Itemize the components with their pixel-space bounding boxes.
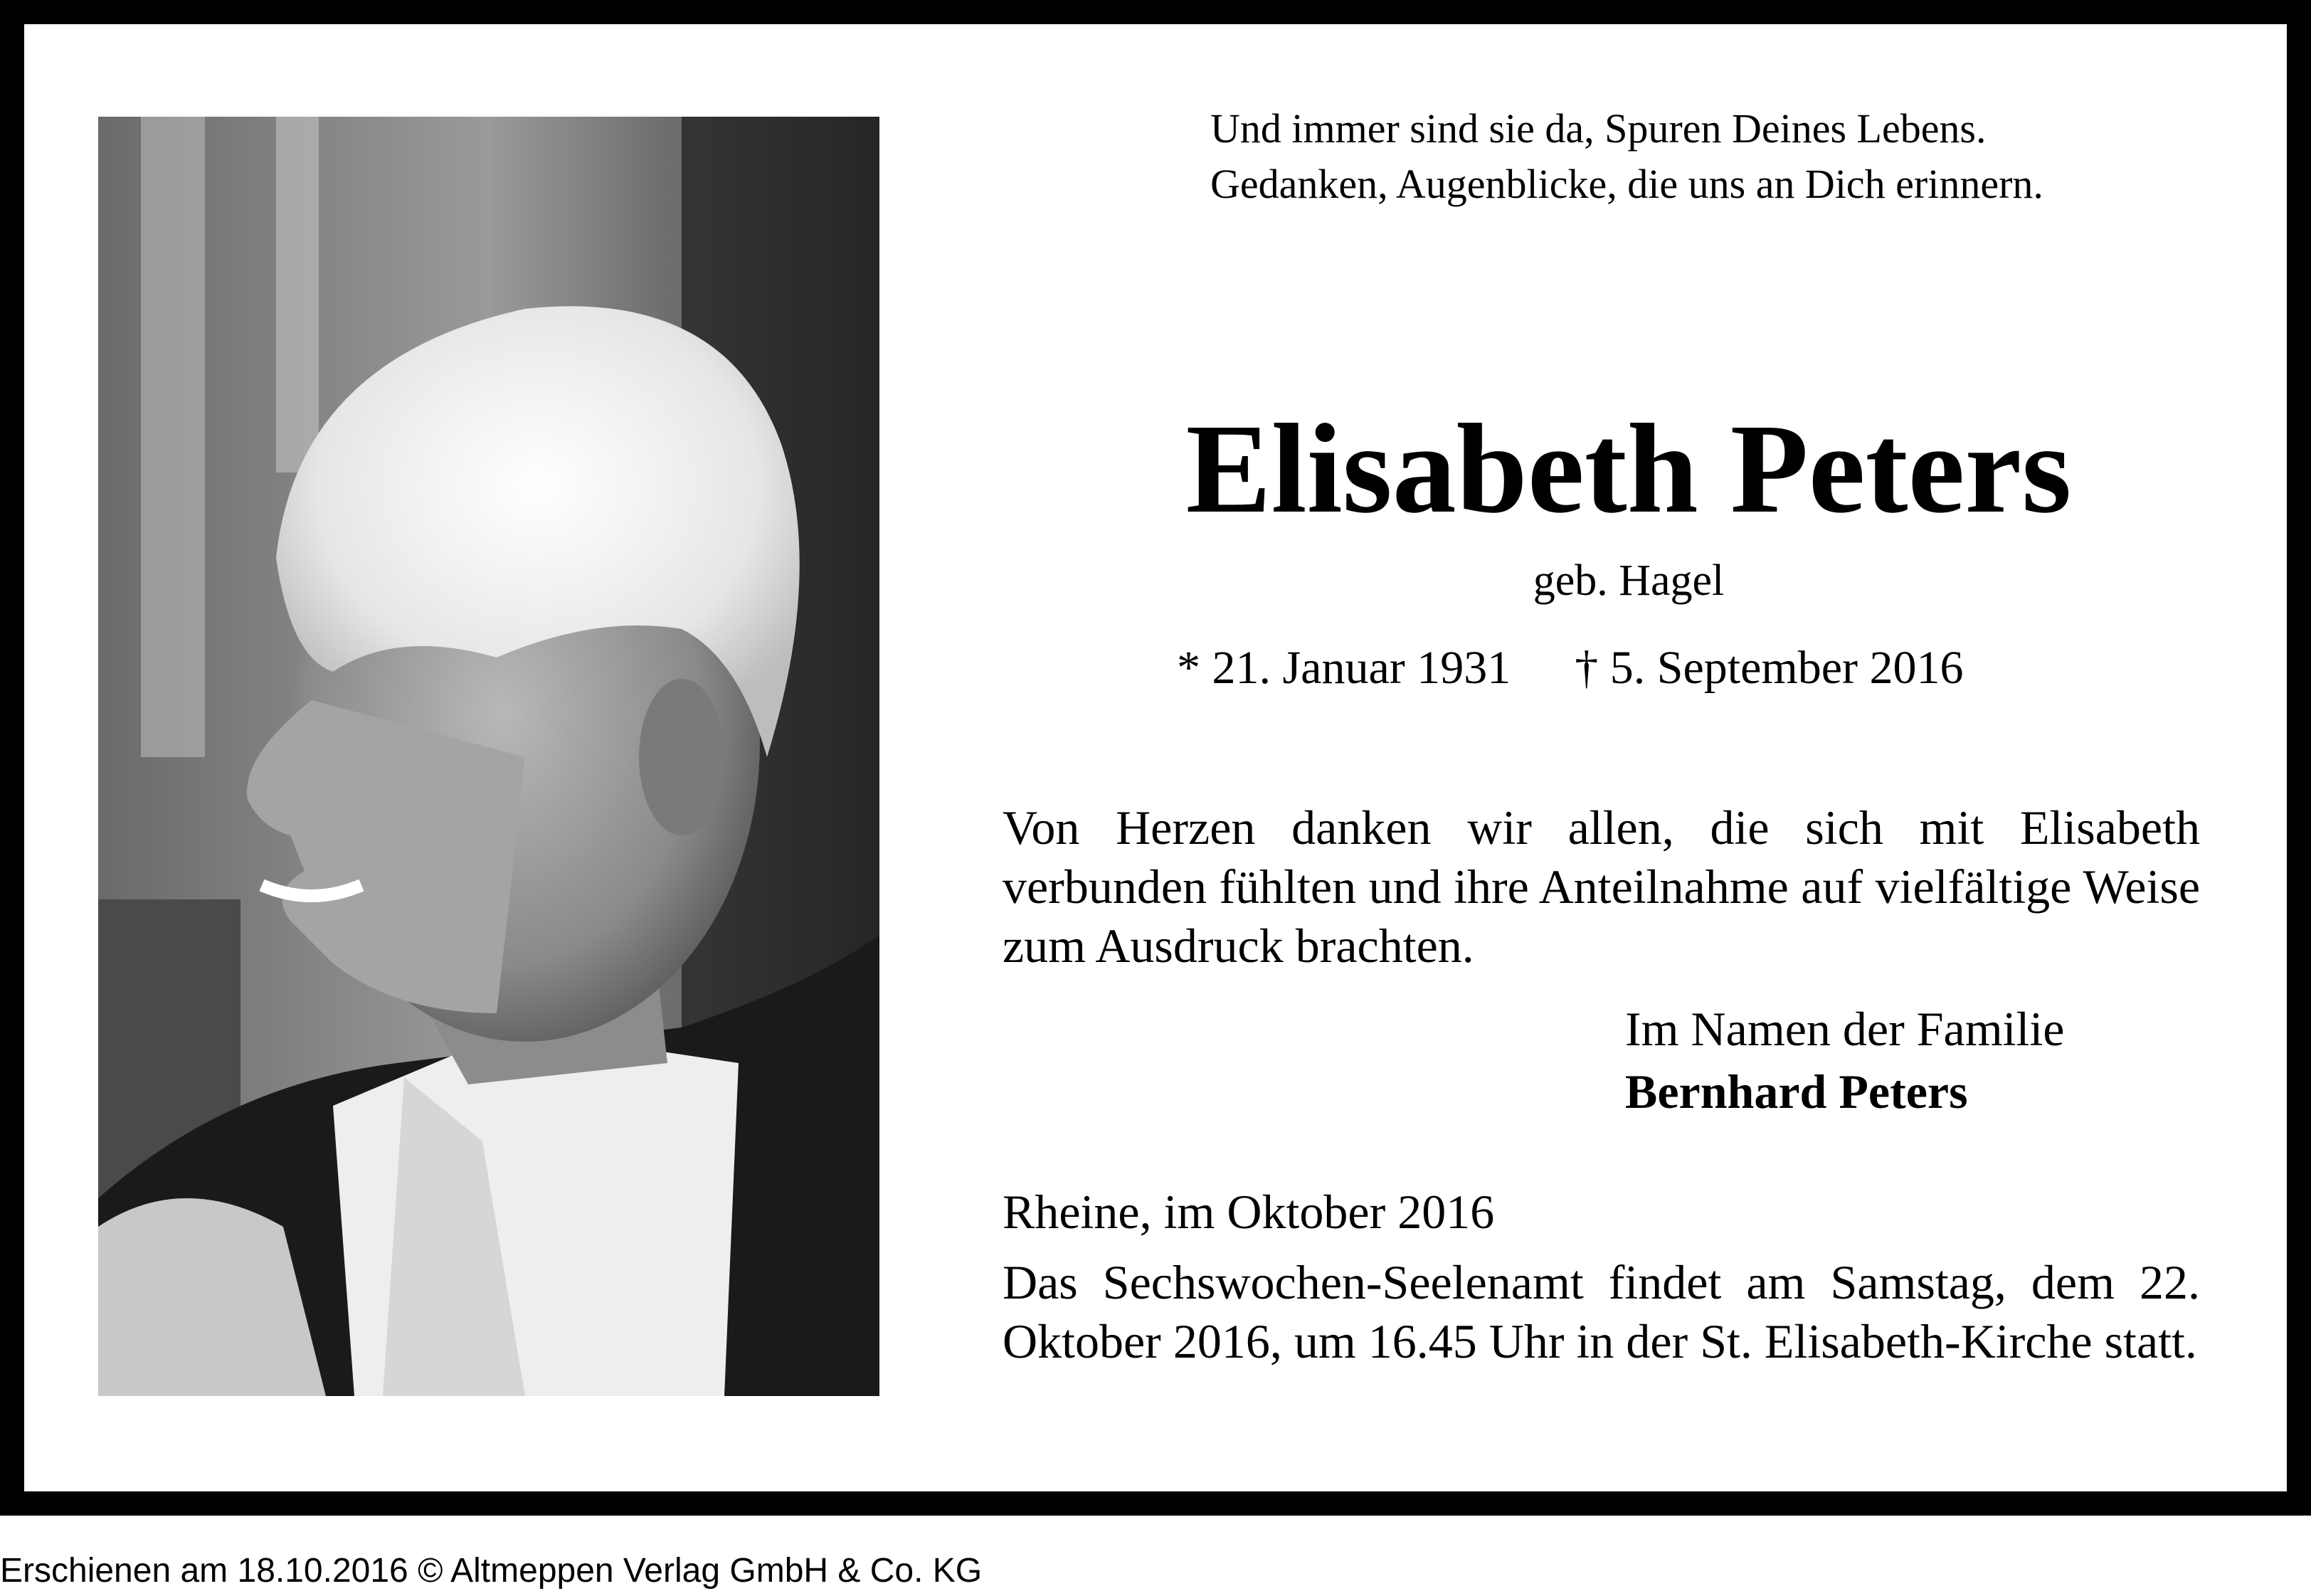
deceased-name: Elisabeth Peters	[1185, 398, 2072, 539]
death-date: † 5. September 2016	[1575, 642, 1964, 694]
maiden-name: geb. Hagel	[1533, 556, 1725, 605]
family-line: Im Namen der Familie	[1625, 1002, 2065, 1056]
portrait-image	[98, 117, 879, 1396]
motto-verse	[1210, 101, 2249, 212]
publication-footer: Erschienen am 18.10.2016 © Altmeppen Verlag GmbH & Co. KG	[0, 1552, 983, 1590]
life-dates	[1177, 636, 2173, 700]
mass-announcement: Das Sechswochen-Seelenamt findet am Samstag, dem 22. Oktober 2016, um 16.45 Uhr in der St. Elisabeth-Kirche statt.	[1003, 1255, 2200, 1368]
motto-line: Gedanken, Augenblicke, die uns an Dich erinnern.	[1210, 161, 2043, 207]
signer-name: Bernhard Peters	[1625, 1064, 1968, 1119]
motto-line: Und immer sind sie da, Spuren Deines Lebens.	[1210, 105, 1987, 152]
place-date: Rheine, im Oktober 2016	[1003, 1185, 1495, 1239]
portrait-photo	[98, 117, 879, 1396]
thanks-paragraph: Von Herzen danken wir allen, die sich mit Elisabeth verbunden fühlten und ihre Anteilnahme auf vielfältige Weise zum Ausdruck brachten.	[1003, 800, 2200, 973]
family-signature	[1625, 998, 2265, 1123]
birth-date: * 21. Januar 1931	[1177, 642, 1511, 694]
